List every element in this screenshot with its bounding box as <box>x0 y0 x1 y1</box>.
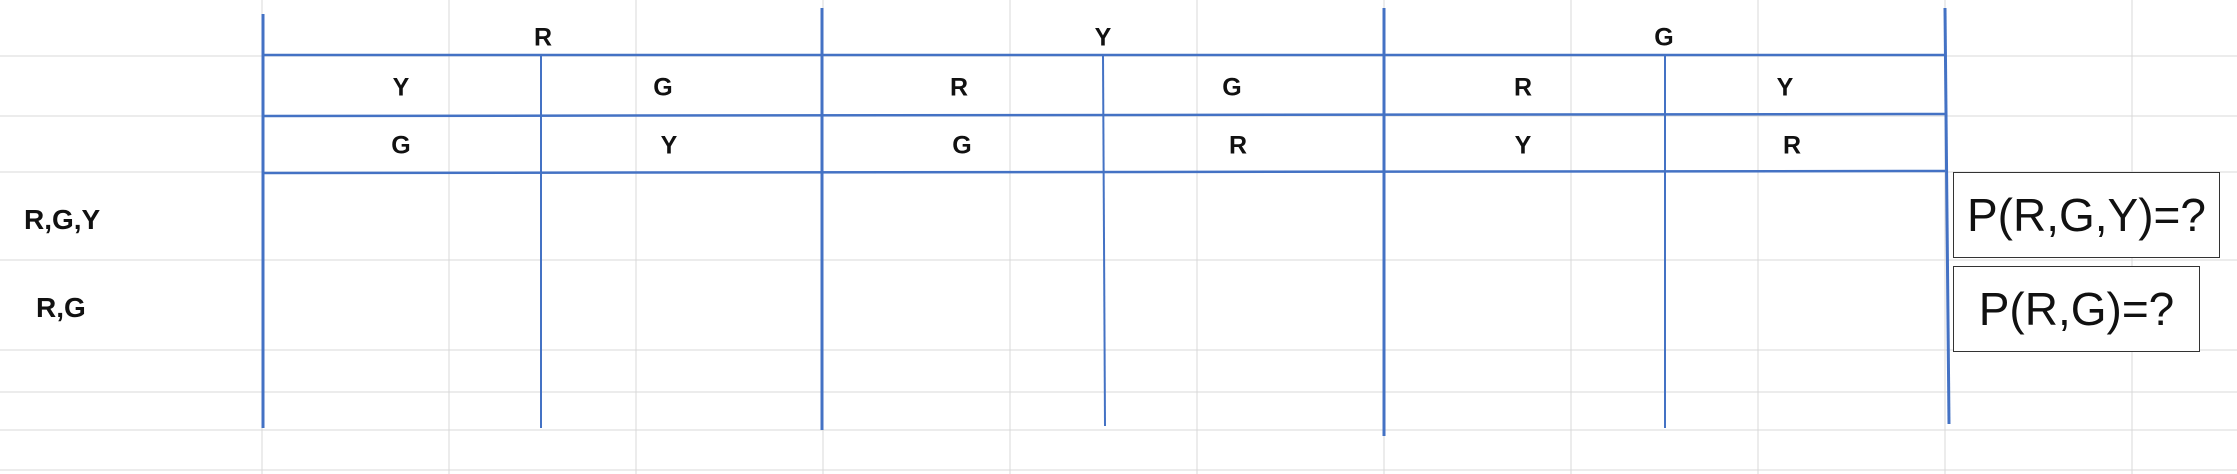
level2-label-3: R <box>949 73 969 102</box>
row-label-rg: R,G <box>36 292 86 323</box>
level2-label-5: R <box>1513 73 1533 102</box>
row-label-rgy: R,G,Y <box>24 204 101 235</box>
level3-label-4: R <box>1228 131 1248 160</box>
branch-label-r: R <box>533 23 553 52</box>
level2-label-4: G <box>1222 73 1242 102</box>
level3-label-3: G <box>952 131 972 160</box>
probability-rgy-text: P(R,G,Y)=? <box>1966 189 2206 241</box>
level3-label-1: G <box>391 131 411 160</box>
level2-label-6: Y <box>1776 73 1794 102</box>
level2-label-1: Y <box>392 73 410 102</box>
branch-label-y: Y <box>1094 23 1112 52</box>
tree-lines <box>263 8 1949 436</box>
probability-rg-box <box>1953 266 2200 352</box>
level3-label-6: R <box>1782 131 1802 160</box>
level3-label-5: Y <box>1514 131 1532 160</box>
level2-label-2: G <box>653 73 673 102</box>
probability-rg-text: P(R,G)=? <box>1978 283 2175 335</box>
level3-label-2: Y <box>660 131 678 160</box>
tree-subdivider-line <box>1103 55 1105 426</box>
tree-divider-line <box>1945 8 1949 424</box>
branch-label-g: G <box>1654 23 1674 52</box>
probability-rgy-box <box>1953 172 2220 258</box>
